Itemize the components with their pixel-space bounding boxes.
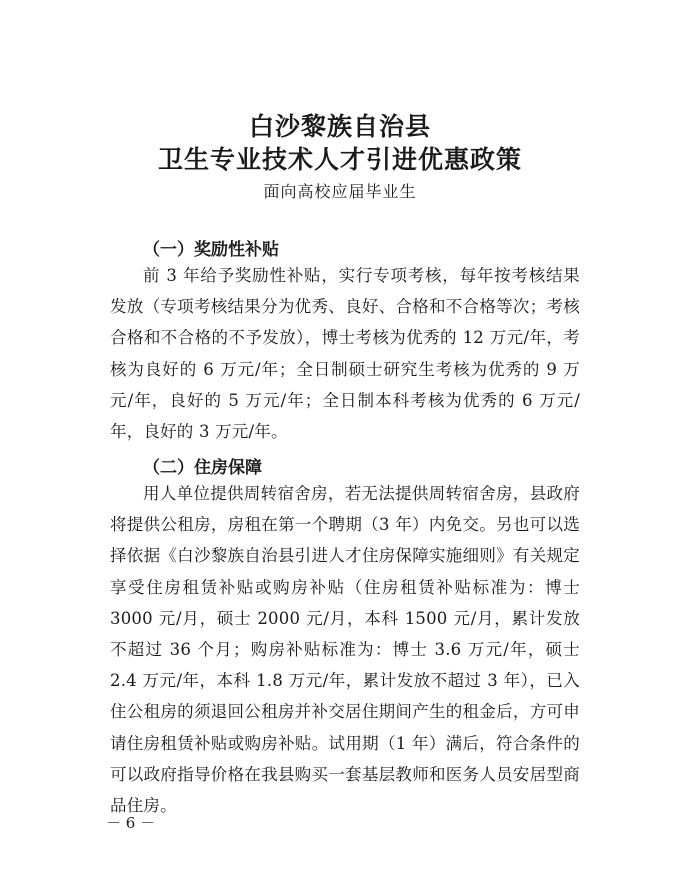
document-subtitle: 面向高校应届毕业生 (263, 182, 417, 201)
section-heading-subsidy: （一）奖励性补贴 (143, 240, 279, 260)
document-title-line-1: 白沙黎族自治县 (248, 112, 431, 141)
page-number: － 6 － (106, 814, 156, 832)
section-body-subsidy: 前 3 年给予奖励性补贴，实行专项考核，每年按考核结果发放（专项考核结果分为优秀、良好、合格和不合格等次；考核合格和不合格的不予发放），博士考核为优秀的 12 万元/年，考核为良好的 6 万元/年；全日制硕士研究生考核为优秀的 9 万元/年，良好的 5 万元/年；全日制本科考核为优秀的 6 万元/年，良好的 3 万元/年。 (110, 266, 580, 442)
document-title-line-2: 卫生专业技术人才引进优惠政策 (157, 145, 522, 174)
section-body-housing: 用人单位提供周转宿舍房，若无法提供周转宿舍房，县政府将提供公租房，房租在第一个聘期（3 年）内免交。另也可以选择依据《白沙黎族自治县引进人才住房保障实施细则》有关规定享受住房租赁补贴或购房补贴（住房租赁补贴标准为：博士 3000 元/月，硕士 2000 元/月，本科 1500 元/月，累计发放不超过 36 个月；购房补贴标准为：博士 3.6 万元/年，硕士 2.4 万元/年，本科 1.8 万元/年，累计发放不超过 3 年），已入住公租房的须退回公租房并补交居住期间产生的租金后，方可申请住房租赁补贴或购房补贴。试用期（1 年）满后，符合条件的可以政府指导价格在我县购买一套基层教师和医务人员安居型商品住房。 (110, 484, 580, 816)
section-heading-housing: （二）住房保障 (143, 458, 262, 478)
